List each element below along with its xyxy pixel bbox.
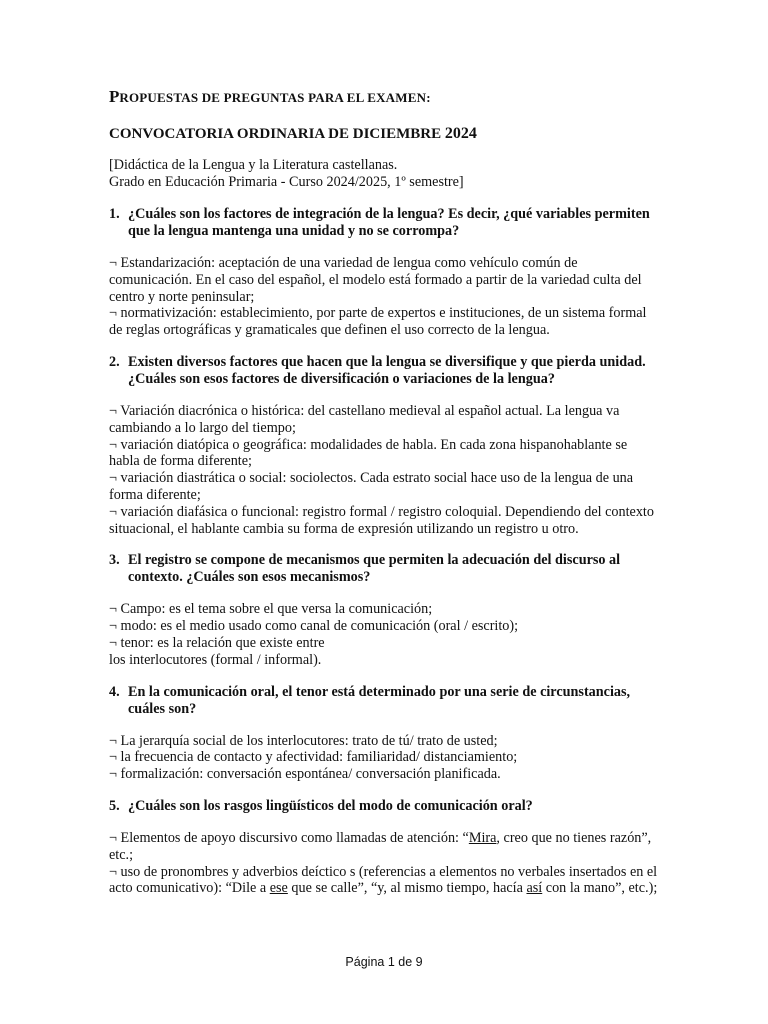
answer-text: con la mano”, etc.); bbox=[542, 880, 658, 897]
answer-3 bbox=[109, 601, 659, 668]
course-info bbox=[109, 157, 659, 191]
subtitle-year: 2024 bbox=[444, 125, 477, 142]
underlined-example: así bbox=[526, 880, 543, 897]
answer-item bbox=[109, 864, 659, 898]
answer-4 bbox=[109, 733, 659, 783]
answer-item: ¬ normativización: establecimiento, por parte de expertos e instituciones, de un sistema formal de reglas ortográficas y gramaticales que definen el uso correcto de la lengua. bbox=[109, 305, 647, 339]
answer-item: ¬ La jerarquía social de los interlocutores: trato de tú/ trato de usted; bbox=[109, 732, 498, 749]
answer-item: ¬ formalización: conversación espontánea/ conversación planificada. bbox=[109, 766, 501, 783]
question-number: 2. bbox=[109, 353, 120, 370]
answer-2 bbox=[109, 403, 659, 537]
answer-item bbox=[109, 830, 659, 864]
answer-1 bbox=[109, 255, 659, 339]
underlined-example: ese bbox=[269, 880, 288, 897]
answer-item: ¬ Variación diacrónica o histórica: del castellano medieval al español actual. La lengua va cambiando a lo largo del tiempo; bbox=[109, 402, 620, 436]
course-line-2: Grado en Educación Primaria - Curso 2024/2025, 1º semestre] bbox=[109, 174, 464, 190]
question-number: 3. bbox=[109, 552, 120, 569]
answer-text: ¬ uso de pronombres y adverbios deíctico s (referencias a elementos no verbales insertados en el acto comunicativo): “Dile a bbox=[109, 863, 658, 897]
question-number: 5. bbox=[109, 797, 120, 814]
document-title bbox=[109, 86, 659, 109]
answer-text: ¬ Elementos de apoyo discursivo como llamadas de atención: “ bbox=[109, 829, 469, 846]
title-rest: ROPUESTAS DE PREGUNTAS PARA EL EXAMEN: bbox=[119, 90, 431, 105]
answer-item: ¬ Campo: es el tema sobre el que versa la comunicación; bbox=[109, 601, 433, 618]
underlined-example: Mira bbox=[468, 829, 497, 846]
answer-item: ¬ variación diafásica o funcional: registro formal / registro coloquial. Dependiendo del contexto situacional, el hablante cambia su forma de expresión utilizando un registro u otro. bbox=[109, 503, 654, 537]
answer-item: ¬ tenor: es la relación que existe entre bbox=[109, 634, 325, 651]
question-number: 1. bbox=[109, 206, 120, 222]
answer-item: los interlocutores (formal / informal). bbox=[109, 651, 322, 668]
question-2 bbox=[109, 354, 659, 388]
answer-item: ¬ Estandarización: aceptación de una variedad de lengua como vehículo común de comunicación. En el caso del español, el modelo está formado a partir de la variedad culta del centro y norte peninsular; bbox=[109, 255, 642, 305]
question-text: ¿Cuáles son los rasgos lingüísticos del modo de comunicación oral? bbox=[128, 797, 533, 814]
answer-text: , creo que no tienes razón”, etc.; bbox=[109, 829, 652, 863]
answer-text: que se calle”, “y, al mismo tiempo, hacía bbox=[287, 880, 527, 897]
answer-item: ¬ modo: es el medio usado como canal de comunicación (oral / escrito); bbox=[109, 618, 519, 635]
question-1 bbox=[109, 206, 659, 240]
subtitle-text: CONVOCATORIA ORDINARIA DE DICIEMBRE bbox=[109, 126, 445, 142]
document-subtitle bbox=[109, 123, 659, 145]
question-5 bbox=[109, 798, 659, 815]
document-content bbox=[109, 86, 659, 897]
course-line-1: [Didáctica de la Lengua y la Literatura castellanas. bbox=[109, 157, 398, 173]
question-text: ¿Cuáles son los factores de integración de la lengua? Es decir, ¿qué variables permiten que la lengua mantenga una unidad y no se corrompa? bbox=[128, 206, 650, 239]
answer-5 bbox=[109, 830, 659, 897]
answer-item: ¬ la frecuencia de contacto y afectividad: familiaridad/ distanciamiento; bbox=[109, 749, 518, 766]
question-number: 4. bbox=[109, 683, 120, 700]
page-footer: Página 1 de 9 bbox=[345, 955, 423, 969]
question-text: Existen diversos factores que hacen que la lengua se diversifique y que pierda unidad. ¿Cuáles son esos factores de diversificación o variaciones de la lengua? bbox=[128, 353, 646, 387]
question-text: En la comunicación oral, el tenor está determinado por una serie de circunstancias, cuáles son? bbox=[128, 683, 631, 717]
answer-item: ¬ variación diastrática o social: sociolectos. Cada estrato social hace uso de la lengua de una forma diferente; bbox=[109, 470, 634, 503]
question-3 bbox=[109, 552, 659, 586]
question-4 bbox=[109, 684, 659, 718]
title-initial: P bbox=[109, 87, 120, 106]
answer-item: ¬ variación diatópica o geográfica: modalidades de habla. En cada zona hispanohablante se habla de forma diferente; bbox=[109, 436, 628, 470]
question-text: El registro se compone de mecanismos que permiten la adecuación del discurso al contexto. ¿Cuáles son esos mecanismos? bbox=[128, 552, 621, 586]
